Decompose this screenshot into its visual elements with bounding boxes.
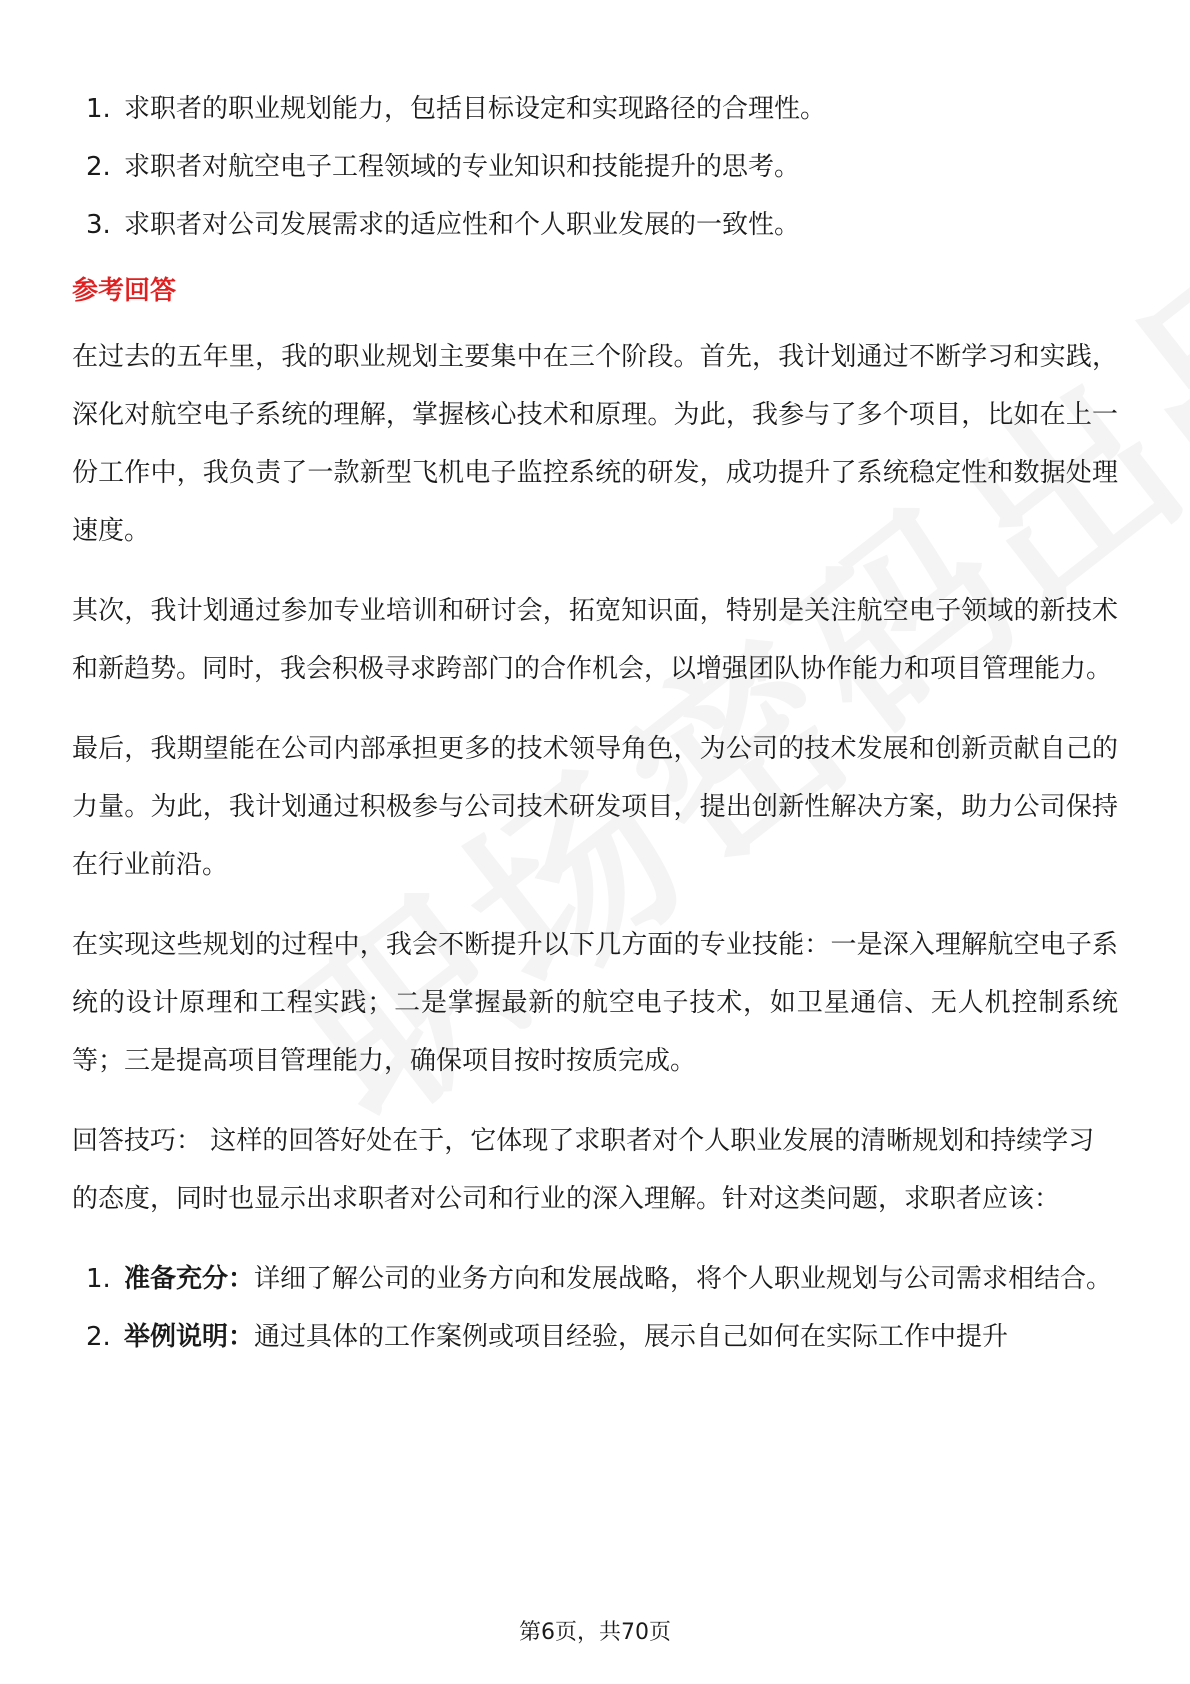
- list-item: [72, 1250, 1118, 1308]
- list-item: [72, 1308, 1118, 1366]
- list-number: 1.: [86, 1264, 111, 1294]
- list-label: 举例说明：: [124, 1322, 255, 1352]
- list-item: [72, 196, 1118, 254]
- section-title: 参考回答: [72, 276, 177, 306]
- advice-list: [72, 1250, 1118, 1366]
- list-text: 求职者的职业规划能力，包括目标设定和实现路径的合理性。: [124, 94, 827, 124]
- answer-paragraph: 在过去的五年里，我的职业规划主要集中在三个阶段。首先，我计划通过不断学习和实践，深化对航空电子系统的理解，掌握核心技术和原理。为此，我参与了多个项目，比如在上一份工作中，我负责了一款新型飞机电子监控系统的研发，成功提升了系统稳定性和数据处理速度。: [72, 342, 1118, 546]
- list-text: 详细了解公司的业务方向和发展战略，将个人职业规划与公司需求相结合。: [254, 1264, 1113, 1294]
- answer-paragraph: 最后，我期望能在公司内部承担更多的技术领导角色，为公司的技术发展和创新贡献自己的力量。为此，我计划通过积极参与公司技术研发项目，提出创新性解决方案，助力公司保持在行业前沿。: [72, 734, 1118, 880]
- list-number: 2.: [86, 152, 111, 182]
- page-footer: 第6页，共70页: [519, 1620, 671, 1645]
- list-number: 3.: [86, 210, 111, 240]
- list-number: 2.: [86, 1322, 111, 1352]
- answer-tips: 回答技巧： 这样的回答好处在于，它体现了求职者对个人职业发展的清晰规划和持续学习的态度，同时也显示出求职者对公司和行业的深入理解。针对这类问题，求职者应该：: [72, 1126, 1095, 1214]
- list-number: 1.: [86, 94, 111, 124]
- evaluation-points-list: [72, 80, 1118, 254]
- list-label: 准备充分：: [124, 1264, 255, 1294]
- list-item: [72, 138, 1118, 196]
- answer-paragraph: 其次，我计划通过参加专业培训和研讨会，拓宽知识面，特别是关注航空电子领域的新技术和新趋势。同时，我会积极寻求跨部门的合作机会，以增强团队协作能力和项目管理能力。: [72, 596, 1118, 684]
- list-text: 求职者对航空电子工程领域的专业知识和技能提升的思考。: [124, 152, 801, 182]
- answer-paragraph: 在实现这些规划的过程中，我会不断提升以下几方面的专业技能：一是深入理解航空电子系统的设计原理和工程实践；二是掌握最新的航空电子技术，如卫星通信、无人机控制系统等；三是提高项目管理能力，确保项目按时按质完成。: [72, 930, 1118, 1076]
- document-content: [72, 80, 1118, 1366]
- list-text: 通过具体的工作案例或项目经验，展示自己如何在实际工作中提升: [254, 1322, 1009, 1352]
- list-item: [72, 80, 1118, 138]
- list-text: 求职者对公司发展需求的适应性和个人职业发展的一致性。: [124, 210, 801, 240]
